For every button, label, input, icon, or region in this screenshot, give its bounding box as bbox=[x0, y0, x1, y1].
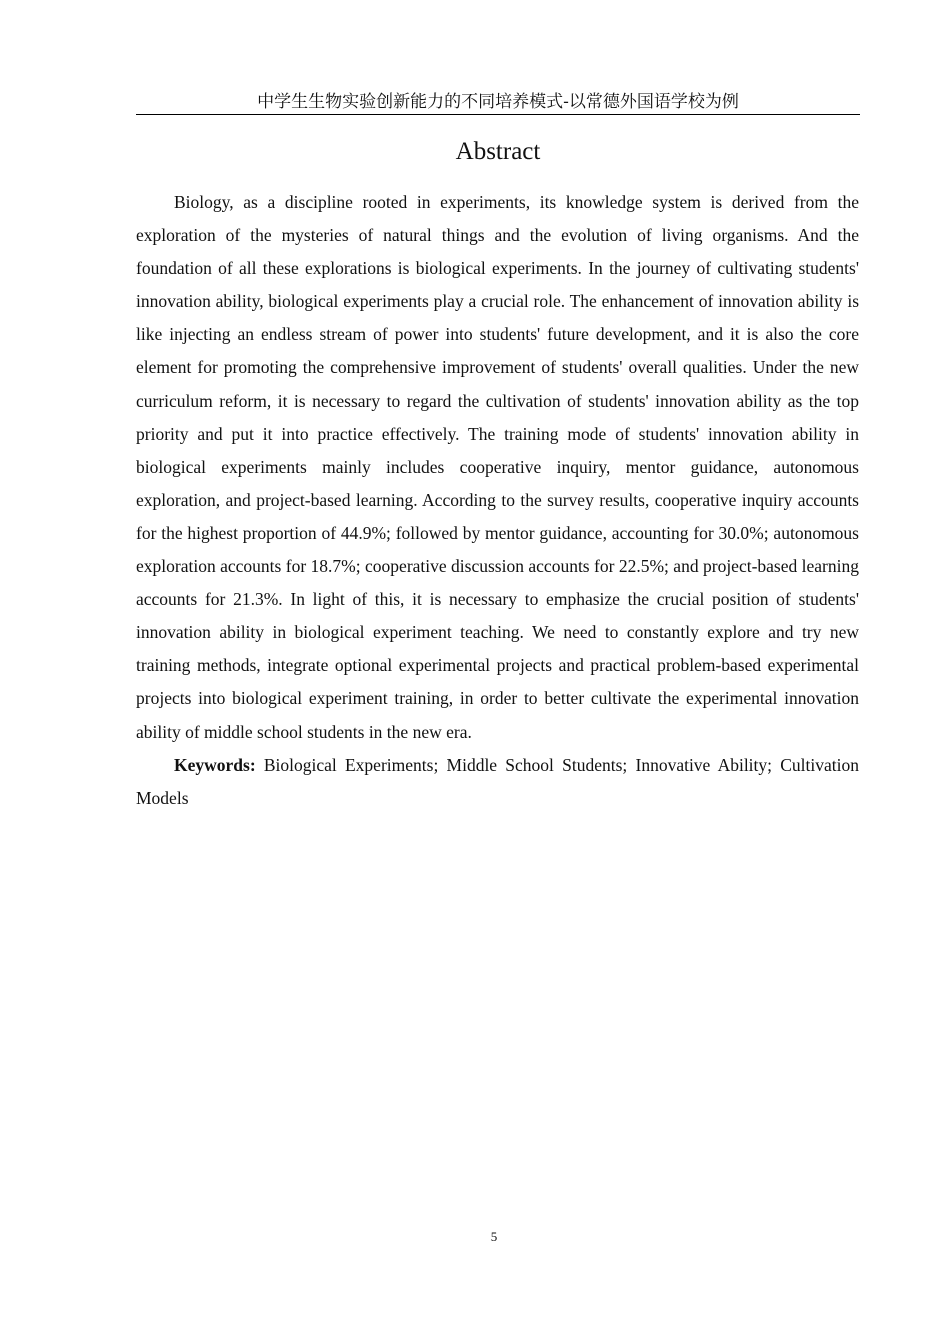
page-number: 5 bbox=[490, 1229, 498, 1244]
abstract-body bbox=[136, 186, 859, 815]
running-header bbox=[136, 90, 860, 115]
abstract-heading: Abstract bbox=[455, 138, 541, 165]
keywords-text: Biological Experiments; Middle School Students; Innovative Ability; Cultivation Models bbox=[136, 754, 859, 808]
running-header-title: 中学生生物实验创新能力的不同培养模式-以常德外国语学校为例 bbox=[257, 92, 739, 112]
keywords-label: Keywords: bbox=[174, 754, 256, 775]
keywords-line bbox=[136, 749, 859, 815]
abstract-paragraph: Biology, as a discipline rooted in experiments, its knowledge system is derived from the exploration of the mysteries of natural things and the evolution of living organisms. And the foundation of all these explorations is biological experiments. In the journey of cultivating students' innovation ability, biological experiments play a crucial role. The enhancement of innovation ability is like injecting an endless stream of power into students' future development, and it is also the core element for promoting the comprehensive improvement of students' overall qualities. Under the new curriculum reform, it is necessary to regard the cultivation of students' innovation ability as the top priority and put it into practice effectively. The training mode of students' innovation ability in biological experiments mainly includes cooperative inquiry, mentor guidance, autonomous exploration, and project-based learning. According to the survey results, cooperative inquiry accounts for the highest proportion of 44.9%; followed by mentor guidance, accounting for 30.0%; autonomous exploration accounts for 18.7%; cooperative discussion accounts for 22.5%; and project-based learning accounts for 21.3%. In light of this, it is necessary to emphasize the crucial position of students' innovation ability in biological experiment teaching. We need to constantly explore and try new training methods, integrate optional experimental projects and practical problem-based experimental projects into biological experiment training, in order to better cultivate the experimental innovation ability of middle school students in the new era. bbox=[136, 192, 859, 742]
